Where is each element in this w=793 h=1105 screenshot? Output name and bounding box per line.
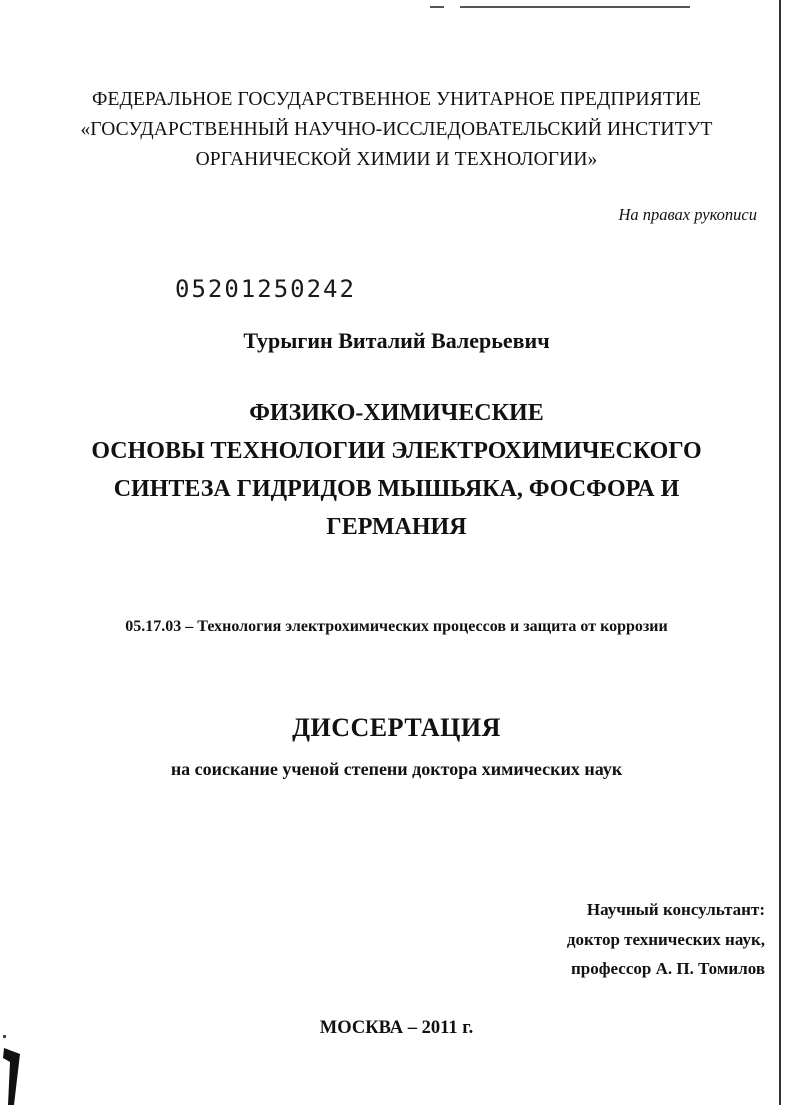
- title-line-2: ОСНОВЫ ТЕХНОЛОГИИ ЭЛЕКТРОХИМИЧЕСКОГО: [91, 438, 702, 464]
- author-name: Турыгин Виталий Валерьевич: [243, 328, 550, 353]
- scan-artifact-mark: [0, 1048, 22, 1105]
- title-line-4: ГЕРМАНИЯ: [326, 514, 467, 540]
- title-line-1: ФИЗИКО-ХИМИЧЕСКИЕ: [249, 400, 544, 426]
- consultant-name: профессор А. П. Томилов: [571, 959, 765, 978]
- rights-note: На правах рукописи: [618, 205, 757, 224]
- stamp-number: 05201250242: [175, 275, 356, 303]
- consultant-degree: доктор технических наук,: [566, 930, 765, 949]
- document-type: ДИССЕРТАЦИЯ: [292, 713, 501, 742]
- scan-artifact-line-short: [430, 6, 444, 8]
- specialty-code: 05.17.03 – Технология электрохимических процессов и защита от коррозии: [125, 618, 668, 635]
- org-line-1: ФЕДЕРАЛЬНОЕ ГОСУДАРСТВЕННОЕ УНИТАРНОЕ ПРЕДПРИЯТИЕ: [91, 89, 702, 110]
- title-line-3: СИНТЕЗА ГИДРИДОВ МЫШЬЯКА, ФОСФОРА И: [113, 476, 680, 502]
- scan-artifact-line: [460, 6, 690, 8]
- consultant-label: Научный консультант:: [586, 900, 765, 919]
- org-line-2: «ГОСУДАРСТВЕННЫЙ НАУЧНО-ИССЛЕДОВАТЕЛЬСКИЙ ИНСТИТУТ: [80, 119, 713, 140]
- city-year: МОСКВА – 2011 г.: [319, 1018, 474, 1038]
- org-line-3: ОРГАНИЧЕСКОЙ ХИМИИ И ТЕХНОЛОГИИ»: [195, 149, 598, 170]
- degree-line: на соискание ученой степени доктора химических наук: [170, 759, 623, 779]
